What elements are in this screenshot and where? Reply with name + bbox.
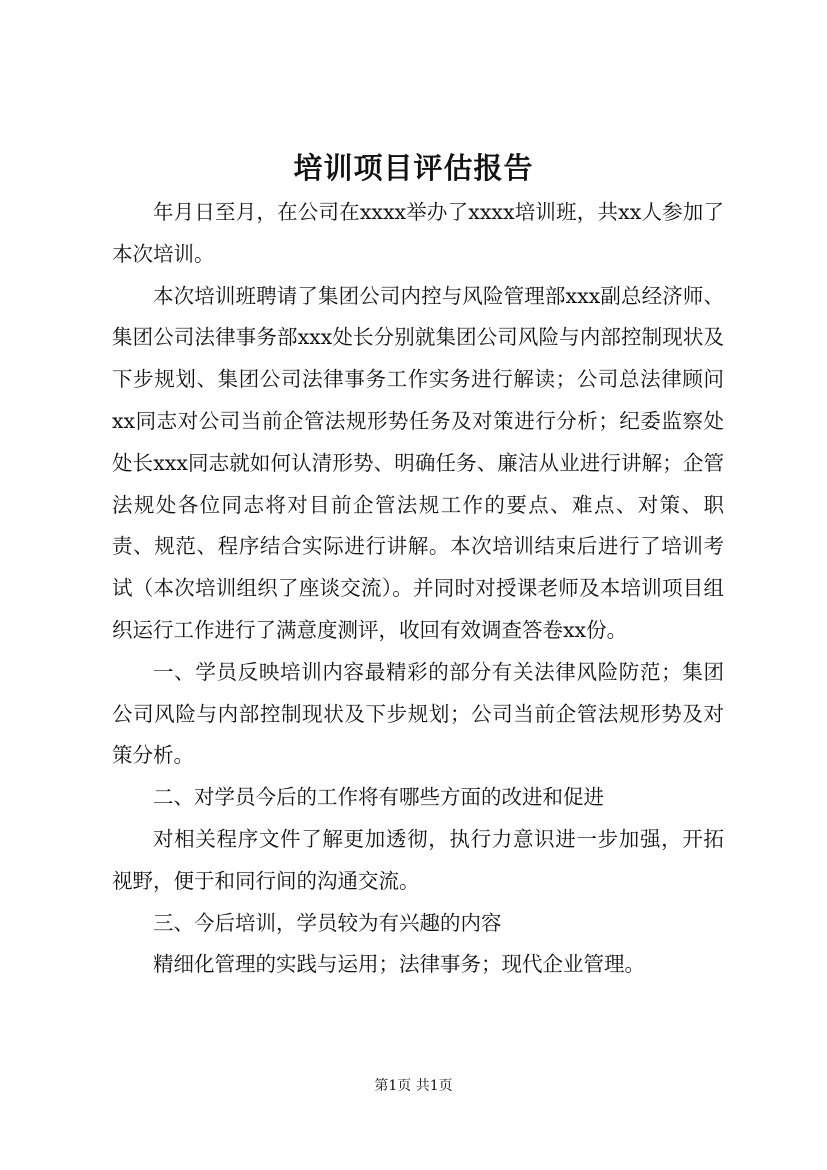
paragraph-section-3-heading: 三、今后培训，学员较为有兴趣的内容 (153, 910, 502, 935)
document-body (112, 192, 724, 986)
paragraph-section-1: 一、学员反映培训内容最精彩的部分有关法律风险防范；集团公司风险与内部控制现状及下步规划；公司当前企管法规形势及对策分析。 (112, 659, 724, 768)
document-title: 培训项目评估报告 (293, 151, 534, 185)
paragraph-training-content: 本次培训班聘请了集团公司内控与风险管理部xxx副总经济师、集团公司法律事务部xxx处长分别就集团公司风险与内部控制现状及下步规划、集团公司法律事务工作实务进行解读；公司总法律顾问xx同志对公司当前企管法规形势任务及对策进行分析；纪委监察处处长xxx同志就如何认清形势、明确任务、廉洁从业进行讲解；企管法规处各位同志将对目前企管法规工作的要点、难点、对策、职责、规范、程序结合实际进行讲解。本次培训结束后进行了培训考试（本次培训组织了座谈交流）。并同时对授课老师及本培训项目组织运行工作进行了满意度测评，收回有效调查答卷xx份。 (112, 283, 724, 642)
page-footer: 第1页 共1页 (374, 1078, 453, 1094)
paragraph-section-2-body: 对相关程序文件了解更加透彻，执行力意识进一步加强，开拓视野，便于和同行间的沟通交流。 (112, 826, 724, 893)
paragraph-intro: 年月日至月，在公司在xxxx举办了xxxx培训班，共xx人参加了本次培训。 (112, 200, 724, 266)
paragraph-section-2-heading: 二、对学员今后的工作将有哪些方面的改进和促进 (153, 785, 604, 810)
paragraph-section-3-body: 精细化管理的实践与运用；法律事务；现代企业管理。 (153, 952, 645, 977)
